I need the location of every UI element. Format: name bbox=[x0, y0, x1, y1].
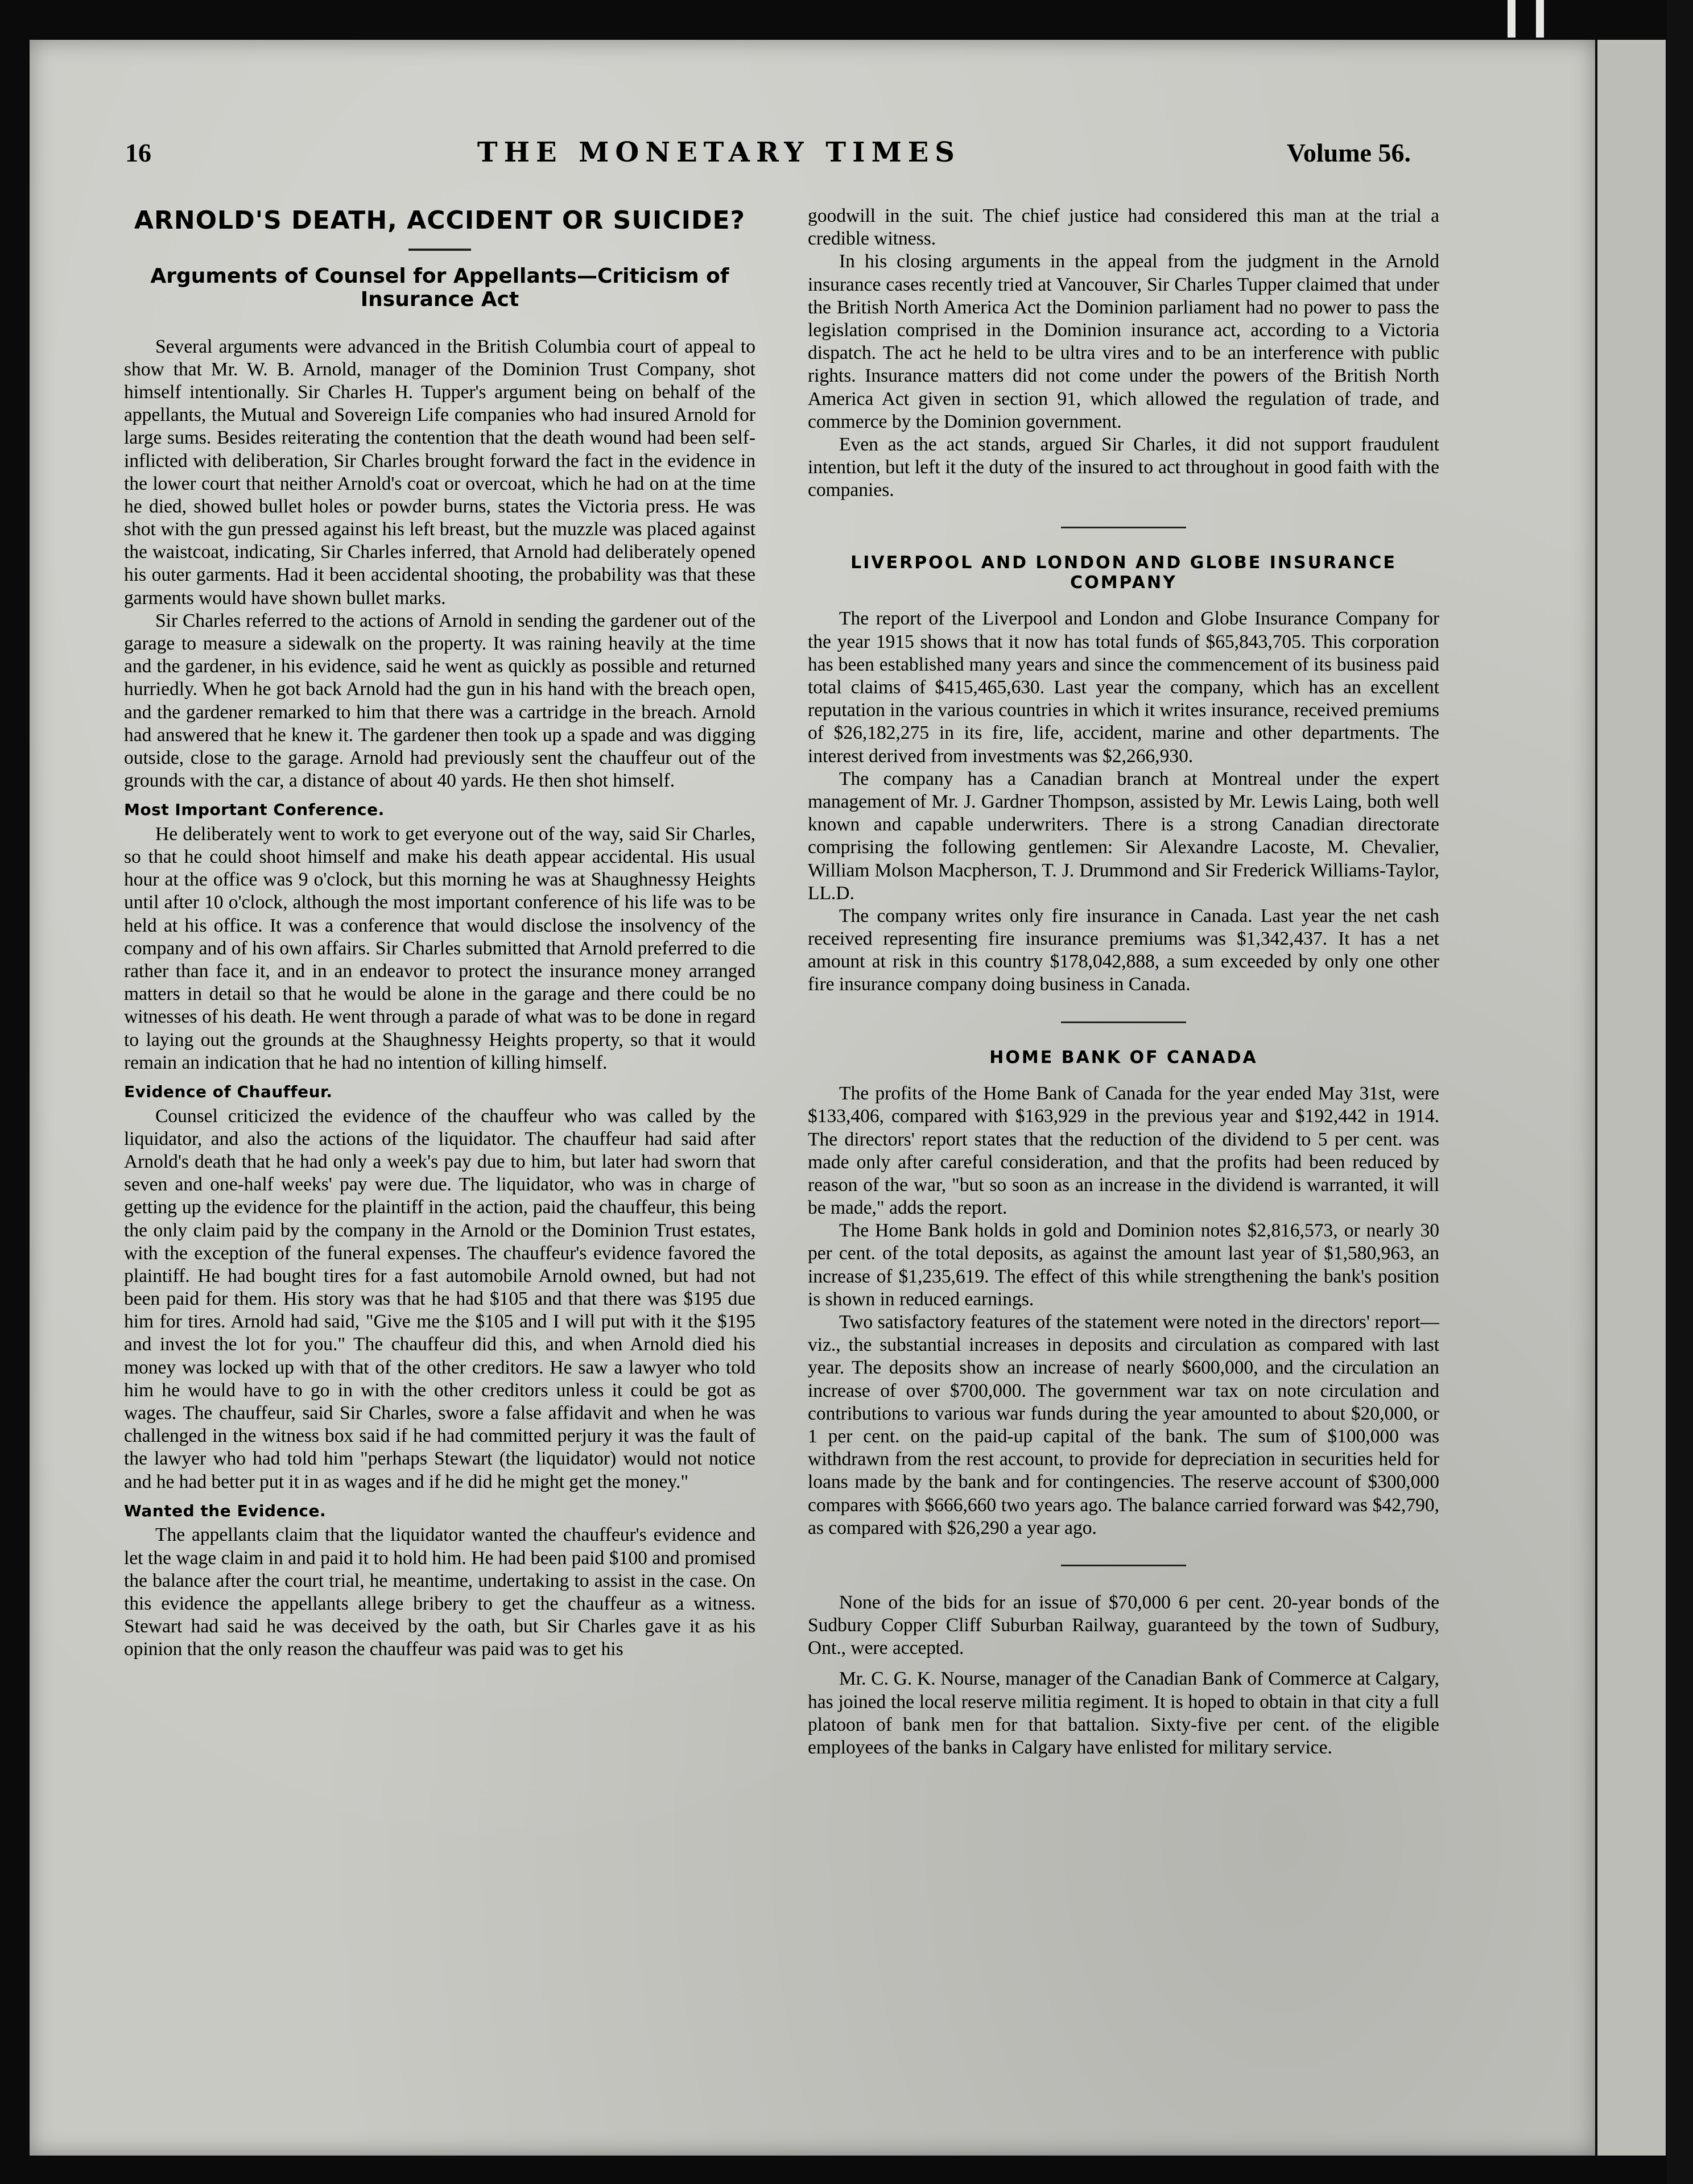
page-header bbox=[125, 136, 1411, 176]
paragraph: Mr. C. G. K. Nourse, manager of the Canadian Bank of Commerce at Calgary, has joined the local reserve militia regiment. It is hoped to obtain in that city a full platoon of bank men for that battalion. Sixty-five per cent. of the eligible employees of the banks in Calgary have enlisted for military service. bbox=[808, 1668, 1439, 1758]
paragraph: None of the bids for an issue of $70,000 6 per cent. 20-year bonds of the Sudbury Copper Cliff Suburban Railway, guaranteed by the town of Sudbury, Ont., were accepted. bbox=[808, 1591, 1439, 1659]
section-title-home-bank: HOME BANK OF CANADA bbox=[989, 1047, 1258, 1068]
paragraph: Counsel criticized the evidence of the chauffeur who was called by the liquidator, and also the actions of the liquidator. The chauffeur had said after Arnold's death that he had only a week's pay due to him, but later had sworn that seven and one-half weeks' pay were due. The liquidator, who was in charge of getting up the evidence for the plaintiff in the action, paid the chauffeur, this being the only claim paid by the company in the Arnold or the Dominion Trust estates, with the exception of the funeral expenses. The chauffeur's evidence favored the plaintiff. He had bought tires for a fast automobile Arnold owned, but had not been paid for them. His story was that he had $105 and that there was $195 due him for tires. Arnold had said, "Give me the $105 and I will put with it the $195 and invest the lot for you." The chauffeur did this, and when Arnold died his money was locked up with that of the other creditors. He saw a lawyer who told him he would have to go in with the other creditors unless it could be got as wages. The chauffeur, said Sir Charles, swore a false affidavit and when he was challenged in the witness box said if he had committed perjury it was the fault of the lawyer who had told him "perhaps Stewart (the liquidator) would not notice and he had better put it in as wages and if he did he might get the money." bbox=[124, 1105, 755, 1492]
paragraph: goodwill in the suit. The chief justice had considered this man at the trial a credible witness. bbox=[808, 205, 1439, 250]
paragraph: The report of the Liverpool and London and Globe Insurance Company for the year 1915 shows that it now has total funds of $65,843,705. This corporation has been established many years and since the commencement of its business paid total claims of $415,465,630. Last year the company, which has an excellent reputation in the various countries in which it writes insurance, received premiums of $26,182,275 in its fire, life, accident, marine and other departments. The interest derived from investments was $2,266,930. bbox=[808, 608, 1439, 767]
subhead-evidence-chauffeur: Evidence of Chauffeur. bbox=[124, 1082, 333, 1101]
paragraph: Several arguments were advanced in the British Columbia court of appeal to show that Mr. W. B. Arnold, manager of the Dominion Trust Company, shot himself intentionally. Sir Charles H. Tupper's argument being on behalf of the appellants, the Mutual and Sovereign Life companies who had insured Arnold for large sums. Besides reiterating the contention that the death wound had been self-inflicted with deliberation, Sir Charles brought forward the fact in the evidence in the lower court that neither Arnold's coat or overcoat, which he had on at the time he died, showed bullet holes or powder burns, states the Victoria press. He was shot with the gun pressed against his left breast, but the muzzle was placed against the waistcoat, indicating, Sir Charles inferred, that Arnold had deliberately opened his outer garments. Had it been accidental shooting, the probability was that these garments would have shown bullet marks. bbox=[124, 336, 755, 609]
right-column bbox=[808, 205, 1439, 1759]
volume-label: Volume 56. bbox=[1286, 138, 1411, 167]
paragraph: He deliberately went to work to get everyone out of the way, said Sir Charles, so that he could shoot himself and make his death appear accidental. His usual hour at the office was 9 o'clock, but this morning he was at Shaughnessy Heights until after 10 o'clock, although the most important conference of his life was to be held at his office. It was a conference that would disclose the insolvency of the company and of his own affairs. Sir Charles submitted that Arnold preferred to die rather than face it, and in an endeavor to protect the insurance money arranged matters in detail so that he would be alone in the garage and there could be no witnesses of his death. He went through a parade of what was to be done in regard to laying out the grounds at the Shaughnessy Heights property, so that it would remain an indication that he had no intention of killing himself. bbox=[124, 823, 755, 1073]
paragraph: Sir Charles referred to the actions of Arnold in sending the gardener out of the garage to measure a sidewalk on the property. It was raining heavily at the time and the gardener, in his evidence, said he went as quickly as possible and returned hurriedly. When he got back Arnold had the gun in his hand with the breach open, and the gardener remarked to him that there was a cartridge in the breach. Arnold had answered that he knew it. The gardener then took up a spade and was digging outside, close to the garage. Arnold had previously sent the chauffeur out of the grounds with the car, a distance of about 40 yards. He then shot himself. bbox=[124, 610, 755, 792]
paragraph: The profits of the Home Bank of Canada for the year ended May 31st, were $133,406, compared with $163,929 in the previous year and $192,442 in 1914. The directors' report states that the reduction of the dividend to 5 per cent. was made only after careful consideration, and that the profits had been reduced by reason of the war, "but so soon as an increase in the dividend is warranted, it will be made," adds the report. bbox=[808, 1083, 1439, 1219]
paragraph: The company has a Canadian branch at Montreal under the expert management of Mr. J. Gardner Thompson, assisted by Mr. Lewis Laing, both well known and capable underwriters. There is a strong Canadian directorate comprising the following gentlemen: Sir Alexandre Lacoste, M. Chevalier, William Molson Macpherson, T. J. Drummond and Sir Frederick Williams-Taylor, LL.D. bbox=[808, 768, 1439, 904]
page-number: 16 bbox=[125, 138, 151, 167]
subhead-wanted-evidence: Wanted the Evidence. bbox=[124, 1501, 327, 1520]
publication-title: THE MONETARY TIMES bbox=[477, 136, 961, 168]
section-title-liverpool: LIVERPOOL AND LONDON AND GLOBE INSURANCE COMPANY bbox=[850, 553, 1397, 593]
film-edge-mark bbox=[1667, 0, 1693, 2184]
adjacent-page-edge bbox=[1597, 40, 1666, 2156]
paragraph: Two satisfactory features of the statement were noted in the directors' report—viz., the substantial increases in deposits and circulation as compared with last year. The deposits show an increase of nearly $600,000, and the circulation an increase of over $700,000. The government war tax on note circulation and contributions to various war funds during the year amounted to about $20,000, or 1 per cent. on the paid-up capital of the bank. The sum of $100,000 was withdrawn from the rest account, to provide for depreciation in securities held for loans made by the bank and for contingencies. The reserve account of $300,000 compares with $666,660 two years ago. The balance carried forward was $42,790, as compared with $26,290 a year ago. bbox=[808, 1312, 1439, 1538]
section-rule bbox=[1061, 1565, 1186, 1566]
left-column bbox=[124, 205, 755, 1661]
paragraph: The appellants claim that the liquidator wanted the chauffeur's evidence and let the wage claim in and paid it to hold him. He had been paid $100 and promised the balance after the court trial, he meantime, undertaking to assist in the case. On this evidence the appellants allege bribery to get the chauffeur as a witness. Stewart had said he was deceived by the oath, but Sir Charles gave it as his opinion that the only reason the chauffeur was paid was to get his bbox=[124, 1524, 755, 1660]
subhead-important-conference: Most Important Conference. bbox=[124, 800, 385, 820]
article-title: ARNOLD'S DEATH, ACCIDENT OR SUICIDE? bbox=[134, 206, 746, 235]
section-rule bbox=[1061, 527, 1186, 528]
section-rule bbox=[1061, 1021, 1186, 1023]
article-deck: Arguments of Counsel for Appellants—Criticism of Insurance Act bbox=[150, 264, 729, 312]
paragraph: The company writes only fire insurance in Canada. Last year the net cash received representing fire insurance premiums was $1,342,437. It has a net amount at risk in this country $178,042,888, a sum exceeded by only one other fire insurance company doing business in Canada. bbox=[808, 905, 1439, 995]
title-rule bbox=[408, 249, 471, 251]
paragraph: In his closing arguments in the appeal from the judgment in the Arnold insurance cases recently tried at Vancouver, Sir Charles Tupper claimed that under the British North America Act the Dominion parliament had no power to pass the legislation comprised in the Dominion insurance act, according to a Victoria dispatch. The act he held to be ultra vires and to be an interference with public rights. Insurance matters did not come under the powers of the British North America Act given in section 91, which allowed the regulation of trade, and commerce by the Dominion government. bbox=[808, 251, 1439, 432]
paragraph: Even as the act stands, argued Sir Charles, it did not support fraudulent intention, but left it the duty of the insured to act throughout in good faith with the companies. bbox=[808, 433, 1439, 501]
film-edge-mark bbox=[1508, 0, 1516, 38]
paragraph: The Home Bank holds in gold and Dominion notes $2,816,573, or nearly 30 per cent. of the total deposits, as against the amount last year of $1,580,963, an increase of $1,235,619. The effect of this while strengthening the bank's position is shown in reduced earnings. bbox=[808, 1220, 1439, 1310]
film-edge-mark bbox=[1536, 0, 1544, 38]
